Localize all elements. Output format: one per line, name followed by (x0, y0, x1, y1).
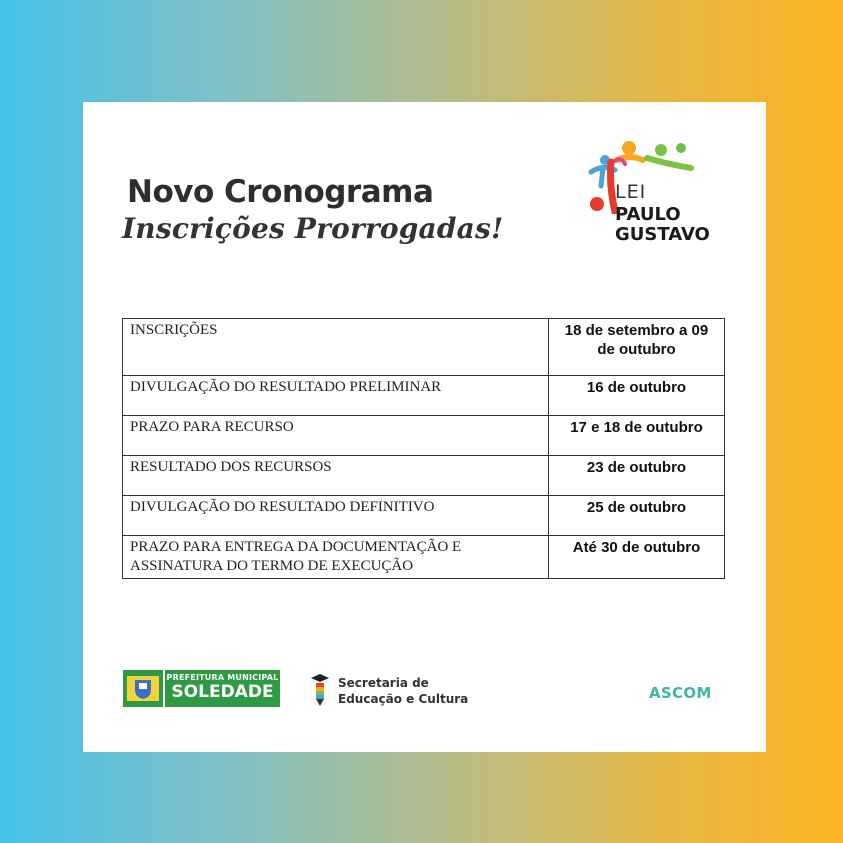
date-cell: 25 de outubro (549, 496, 725, 536)
table-row (123, 456, 725, 496)
logo-lei-text: LEI (615, 181, 647, 203)
table-row (123, 319, 725, 376)
secretaria-line2: Educação e Cultura (338, 692, 469, 706)
ascom-logo: ASCOM (649, 684, 712, 702)
event-cell: PRAZO PARA RECURSO (123, 416, 549, 456)
schedule-table (122, 318, 725, 579)
date-cell: 18 de setembro a 09 de outubro (549, 319, 725, 376)
announcement-card (83, 102, 766, 752)
event-cell: RESULTADO DOS RECURSOS (123, 456, 549, 496)
secretaria-line1: Secretaria de (338, 676, 429, 690)
page-title: Novo Cronograma (127, 174, 434, 210)
prefeitura-logo (123, 670, 280, 707)
graduation-pencil-icon (309, 672, 331, 708)
date-cell: 16 de outubro (549, 376, 725, 416)
secretaria-text (338, 675, 468, 707)
table-row (123, 416, 725, 456)
prefeitura-big-text: SOLEDADE (171, 682, 274, 702)
secretaria-logo (309, 670, 469, 710)
lei-paulo-gustavo-logo (563, 134, 723, 254)
logo-gustavo-text: GUSTAVO (615, 224, 710, 245)
event-cell: INSCRIÇÕES (123, 319, 549, 376)
prefeitura-wordmark (165, 670, 280, 707)
table-row (123, 376, 725, 416)
table-row (123, 496, 725, 536)
event-cell: DIVULGAÇÃO DO RESULTADO DEFINITIVO (123, 496, 549, 536)
event-cell: DIVULGAÇÃO DO RESULTADO PRELIMINAR (123, 376, 549, 416)
logo-paulo-text: PAULO (615, 204, 681, 225)
date-cell: Até 30 de outubro (549, 536, 725, 579)
event-cell: PRAZO PARA ENTREGA DA DOCUMENTAÇÃO E ASSINATURA DO TERMO DE EXECUÇÃO (123, 536, 549, 579)
municipal-flag-icon (123, 670, 163, 707)
prefeitura-small-text: PREFEITURA MUNICIPAL (166, 673, 279, 682)
table-row (123, 536, 725, 579)
date-cell: 23 de outubro (549, 456, 725, 496)
page-subtitle: Inscrições Prorrogadas! (122, 212, 504, 245)
date-cell: 17 e 18 de outubro (549, 416, 725, 456)
